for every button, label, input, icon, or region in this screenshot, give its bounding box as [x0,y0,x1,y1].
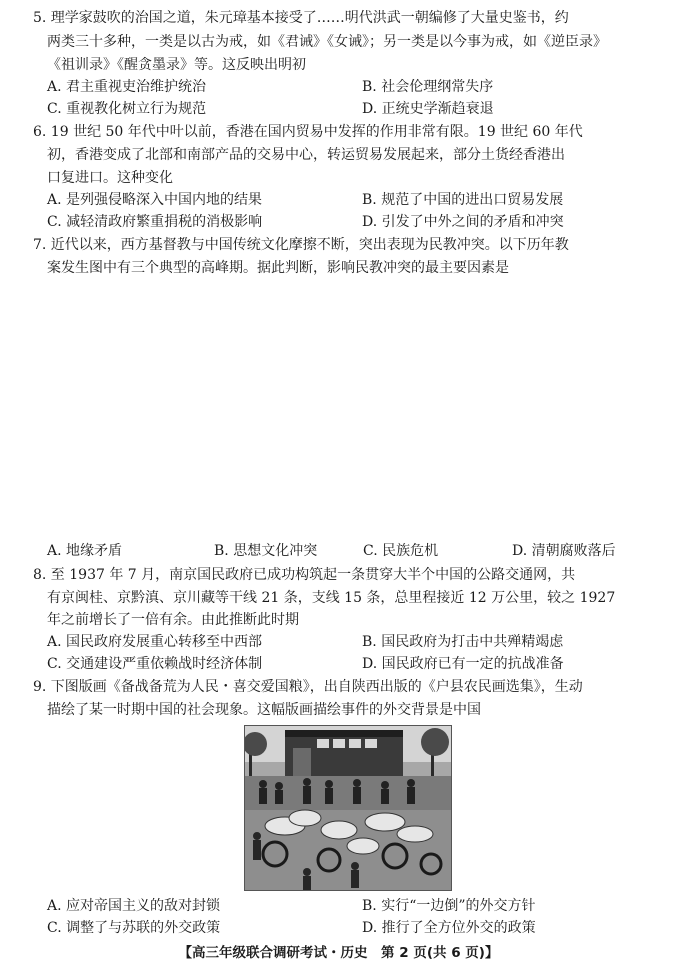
q5-option-a: A. 君主重视吏治维护统治 [47,79,207,95]
q7-option-c: C. 民族危机 [363,543,439,559]
q7-figure-area [47,286,647,536]
q9-option-a: A. 应对帝国主义的敌对封锁 [47,898,221,914]
q9-option-b: B. 实行“一边倒”的外交方针 [362,898,536,914]
q5-stem-line-3: 《祖训录》《醒贪墨录》等。这反映出明初 [47,57,306,73]
q9-stem-line-2: 描绘了某一时期中国的社会现象。这幅版画描绘事件的外交背景是中国 [47,702,481,718]
q8-option-d: D. 国民政府已有一定的抗战准备 [362,656,564,672]
q6-stem-line-3: 口复进口。这种变化 [47,170,173,186]
q8-option-c: C. 交通建设严重依赖战时经济体制 [47,656,263,672]
q8-option-a: A. 国民政府发展重心转移至中西部 [47,634,263,650]
q7-option-d: D. 清朝腐败落后 [512,543,616,559]
q6-stem-line-2: 初，香港变成了北部和南部产品的交易中心，转运贸易发展起来，部分土货经香港出 [47,147,565,163]
woodcut-illustration [244,725,452,891]
q8-stem-line-2: 有京闽桂、京黔滇、京川藏等干线 21 条，支线 15 条，总里程接近 12 万公里，较之 1927 [47,590,616,606]
q6-option-a: A. 是列强侵略深入中国内地的结果 [47,192,263,208]
q9-stem-line-1: 9. 下图版画《备战备荒为人民・喜交爱国粮》，出自陕西出版的《户县农民画选集》，生动 [33,679,583,695]
q6-option-b: B. 规范了中国的进出口贸易发展 [362,192,564,208]
q6-option-d: D. 引发了中外之间的矛盾和冲突 [362,214,564,230]
q9-option-d: D. 推行了全方位外交的政策 [362,920,536,936]
q5-option-b: B. 社会伦理纲常失序 [362,79,494,95]
q5-stem-line-1: 5. 理学家鼓吹的治国之道，朱元璋基本接受了……明代洪武一朝编修了大量史鉴书，约 [33,10,569,26]
q8-stem-line-3: 年之前增长了一倍有余。由此推断此时期 [47,612,299,628]
q6-option-c: C. 减轻清政府繁重捐税的消极影响 [47,214,263,230]
q5-option-c: C. 重视教化树立行为规范 [47,101,207,117]
q7-stem-line-2: 案发生图中有三个典型的高峰期。据此判断，影响民教冲突的最主要因素是 [47,260,509,276]
q8-stem-line-1: 8. 至 1937 年 7 月，南京国民政府已成功构筑起一条贯穿大半个中国的公路交通网，共 [33,567,576,583]
page-footer: 【高三年级联合调研考试・历史 第 2 页(共 6 页)】 [178,945,499,961]
q7-option-b: B. 思想文化冲突 [214,543,318,559]
q9-option-c: C. 调整了与苏联的外交政策 [47,920,221,936]
q6-stem-line-1: 6. 19 世纪 50 年代中叶以前，香港在国内贸易中发挥的作用非常有限。19 世纪 60 年代 [33,124,583,140]
q8-option-b: B. 国民政府为打击中共殚精竭虑 [362,634,564,650]
q5-stem-line-2: 两类三十多种，一类是以古为戒，如《君诫》《女诫》；另一类是以今事为戒，如《逆臣录》 [47,34,607,50]
q7-option-a: A. 地缘矛盾 [47,543,123,559]
q5-option-d: D. 正统史学渐趋衰退 [362,101,494,117]
q7-stem-line-1: 7. 近代以来，西方基督教与中国传统文化摩擦不断，突出表现为民教冲突。以下历年教 [33,237,569,253]
